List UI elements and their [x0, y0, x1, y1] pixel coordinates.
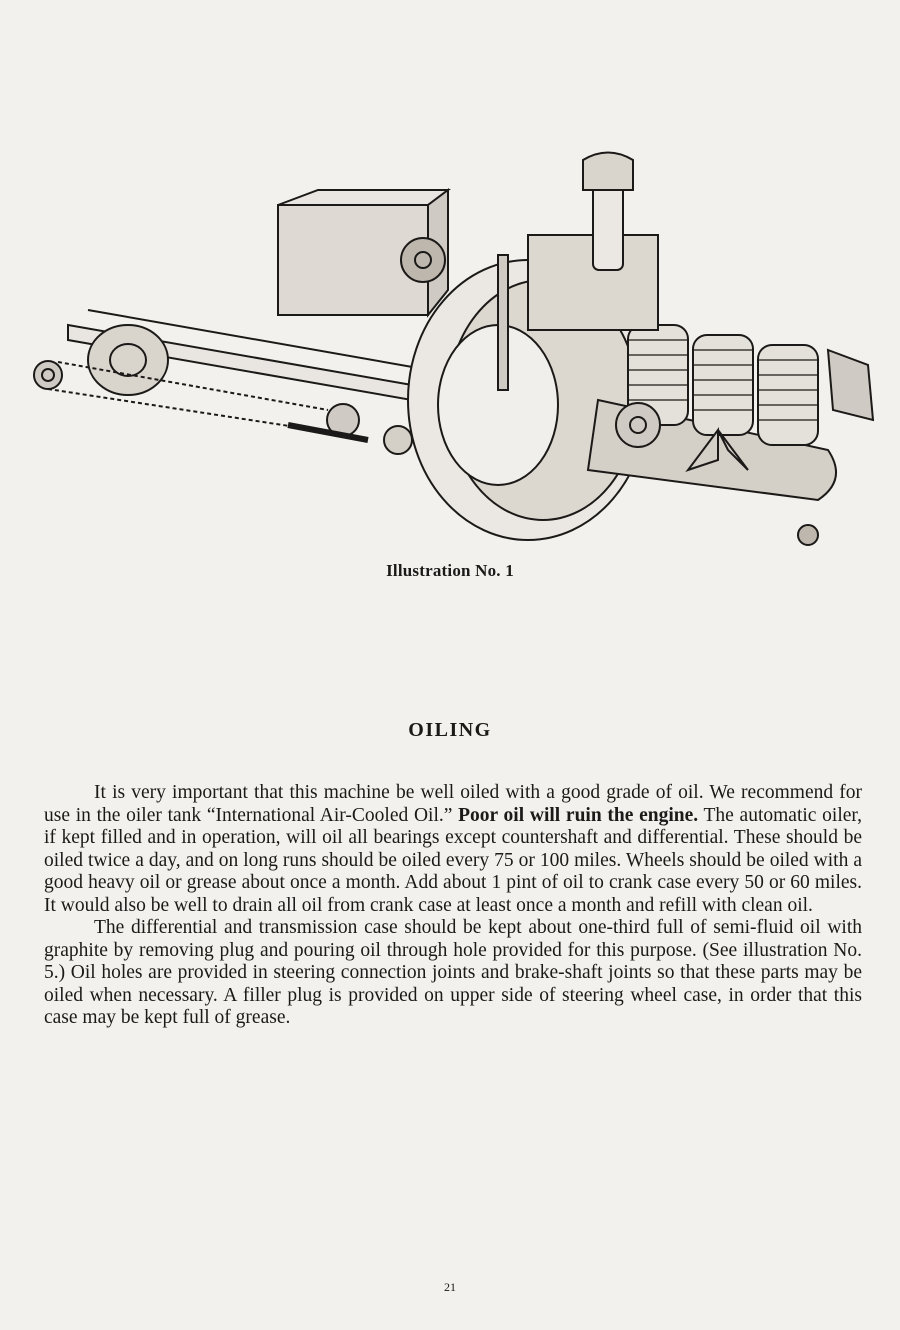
- paragraph-text: It is very important that this machine be well oiled with a good grade of oil. We recommend for use in the oiler tank “International Air-Cooled Oil.”: [44, 782, 862, 826]
- engine-chassis-illustration: [28, 150, 888, 560]
- section-body: [44, 782, 862, 1030]
- engine-chassis-drawing: [28, 150, 888, 560]
- bold-warning: Poor oil will ruin the engine.: [458, 804, 699, 826]
- paragraph-text: The automatic oiler, if kept filled and in operation, will oil all bearings except countershaft and differential. These should be oiled twice a day, and on long runs should be oiled every 75 or 100 miles. Wheels should be oiled with a good heavy oil or grease about once a month. Add about 1 pint of oil to crank case every 50 or 60 miles. It would also be well to drain all oil from crank case at least once a month and refill with clean oil.: [44, 804, 862, 916]
- section-heading: OILING: [408, 719, 492, 741]
- illustration-caption: Illustration No. 1: [386, 561, 514, 580]
- paragraph: The differential and transmission case should be kept about one-third full of semi-fluid oil with graphite by removing plug and pouring oil through hole provided for this purpose. (See illustration No. 5.) Oil holes are provided in steering connection joints and brake-shaft joints so that these parts may be oiled when necessary. A filler plug is provided on upper side of steering wheel case, in order that this case may be kept full of grease.: [44, 917, 862, 1028]
- page-number: 21: [444, 1280, 456, 1294]
- paragraph: [44, 782, 862, 917]
